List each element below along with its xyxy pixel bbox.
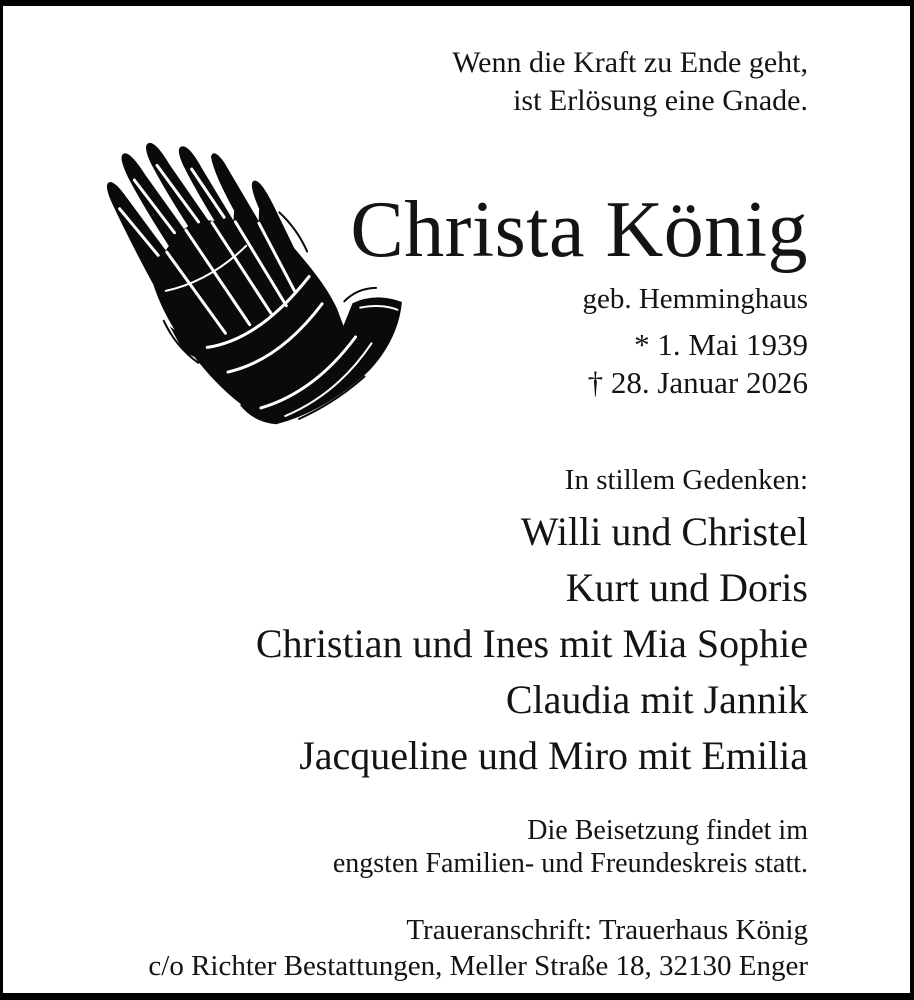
address-line-2: c/o Richter Bestattungen, Meller Straße 18, 32130 Enger xyxy=(148,950,808,982)
mourner-list xyxy=(256,504,808,784)
birth-date: * 1. Mai 1939 xyxy=(634,327,808,362)
mourner-line: Jacqueline und Miro mit Emilia xyxy=(299,733,808,778)
address-line-1: Traueranschrift: Trauerhaus König xyxy=(406,914,808,946)
funeral-note xyxy=(333,814,808,880)
epitaph-line-1: Wenn die Kraft zu Ende geht, xyxy=(452,46,808,79)
epitaph-verse xyxy=(452,44,808,120)
mourner-line: Christian und Ines mit Mia Sophie xyxy=(255,621,808,666)
mourner-line: Willi und Christel xyxy=(520,509,808,554)
funeral-note-line-2: engsten Familien- und Freundeskreis statt. xyxy=(332,848,808,879)
praying-hands-icon xyxy=(51,88,361,453)
funeral-note-line-1: Die Beisetzung findet im xyxy=(527,815,808,846)
mourner-line: Claudia mit Jannik xyxy=(505,677,808,722)
deceased-name: Christa König xyxy=(350,186,808,274)
maiden-name: geb. Hemminghaus xyxy=(582,283,808,315)
death-date: † 28. Januar 2026 xyxy=(587,365,808,400)
life-dates xyxy=(588,326,808,402)
remembrance-heading: In stillem Gedenken: xyxy=(564,464,808,496)
epitaph-line-2: ist Erlösung eine Gnade. xyxy=(513,84,808,117)
mourner-line: Kurt und Doris xyxy=(565,565,808,610)
mourning-address xyxy=(148,912,808,984)
